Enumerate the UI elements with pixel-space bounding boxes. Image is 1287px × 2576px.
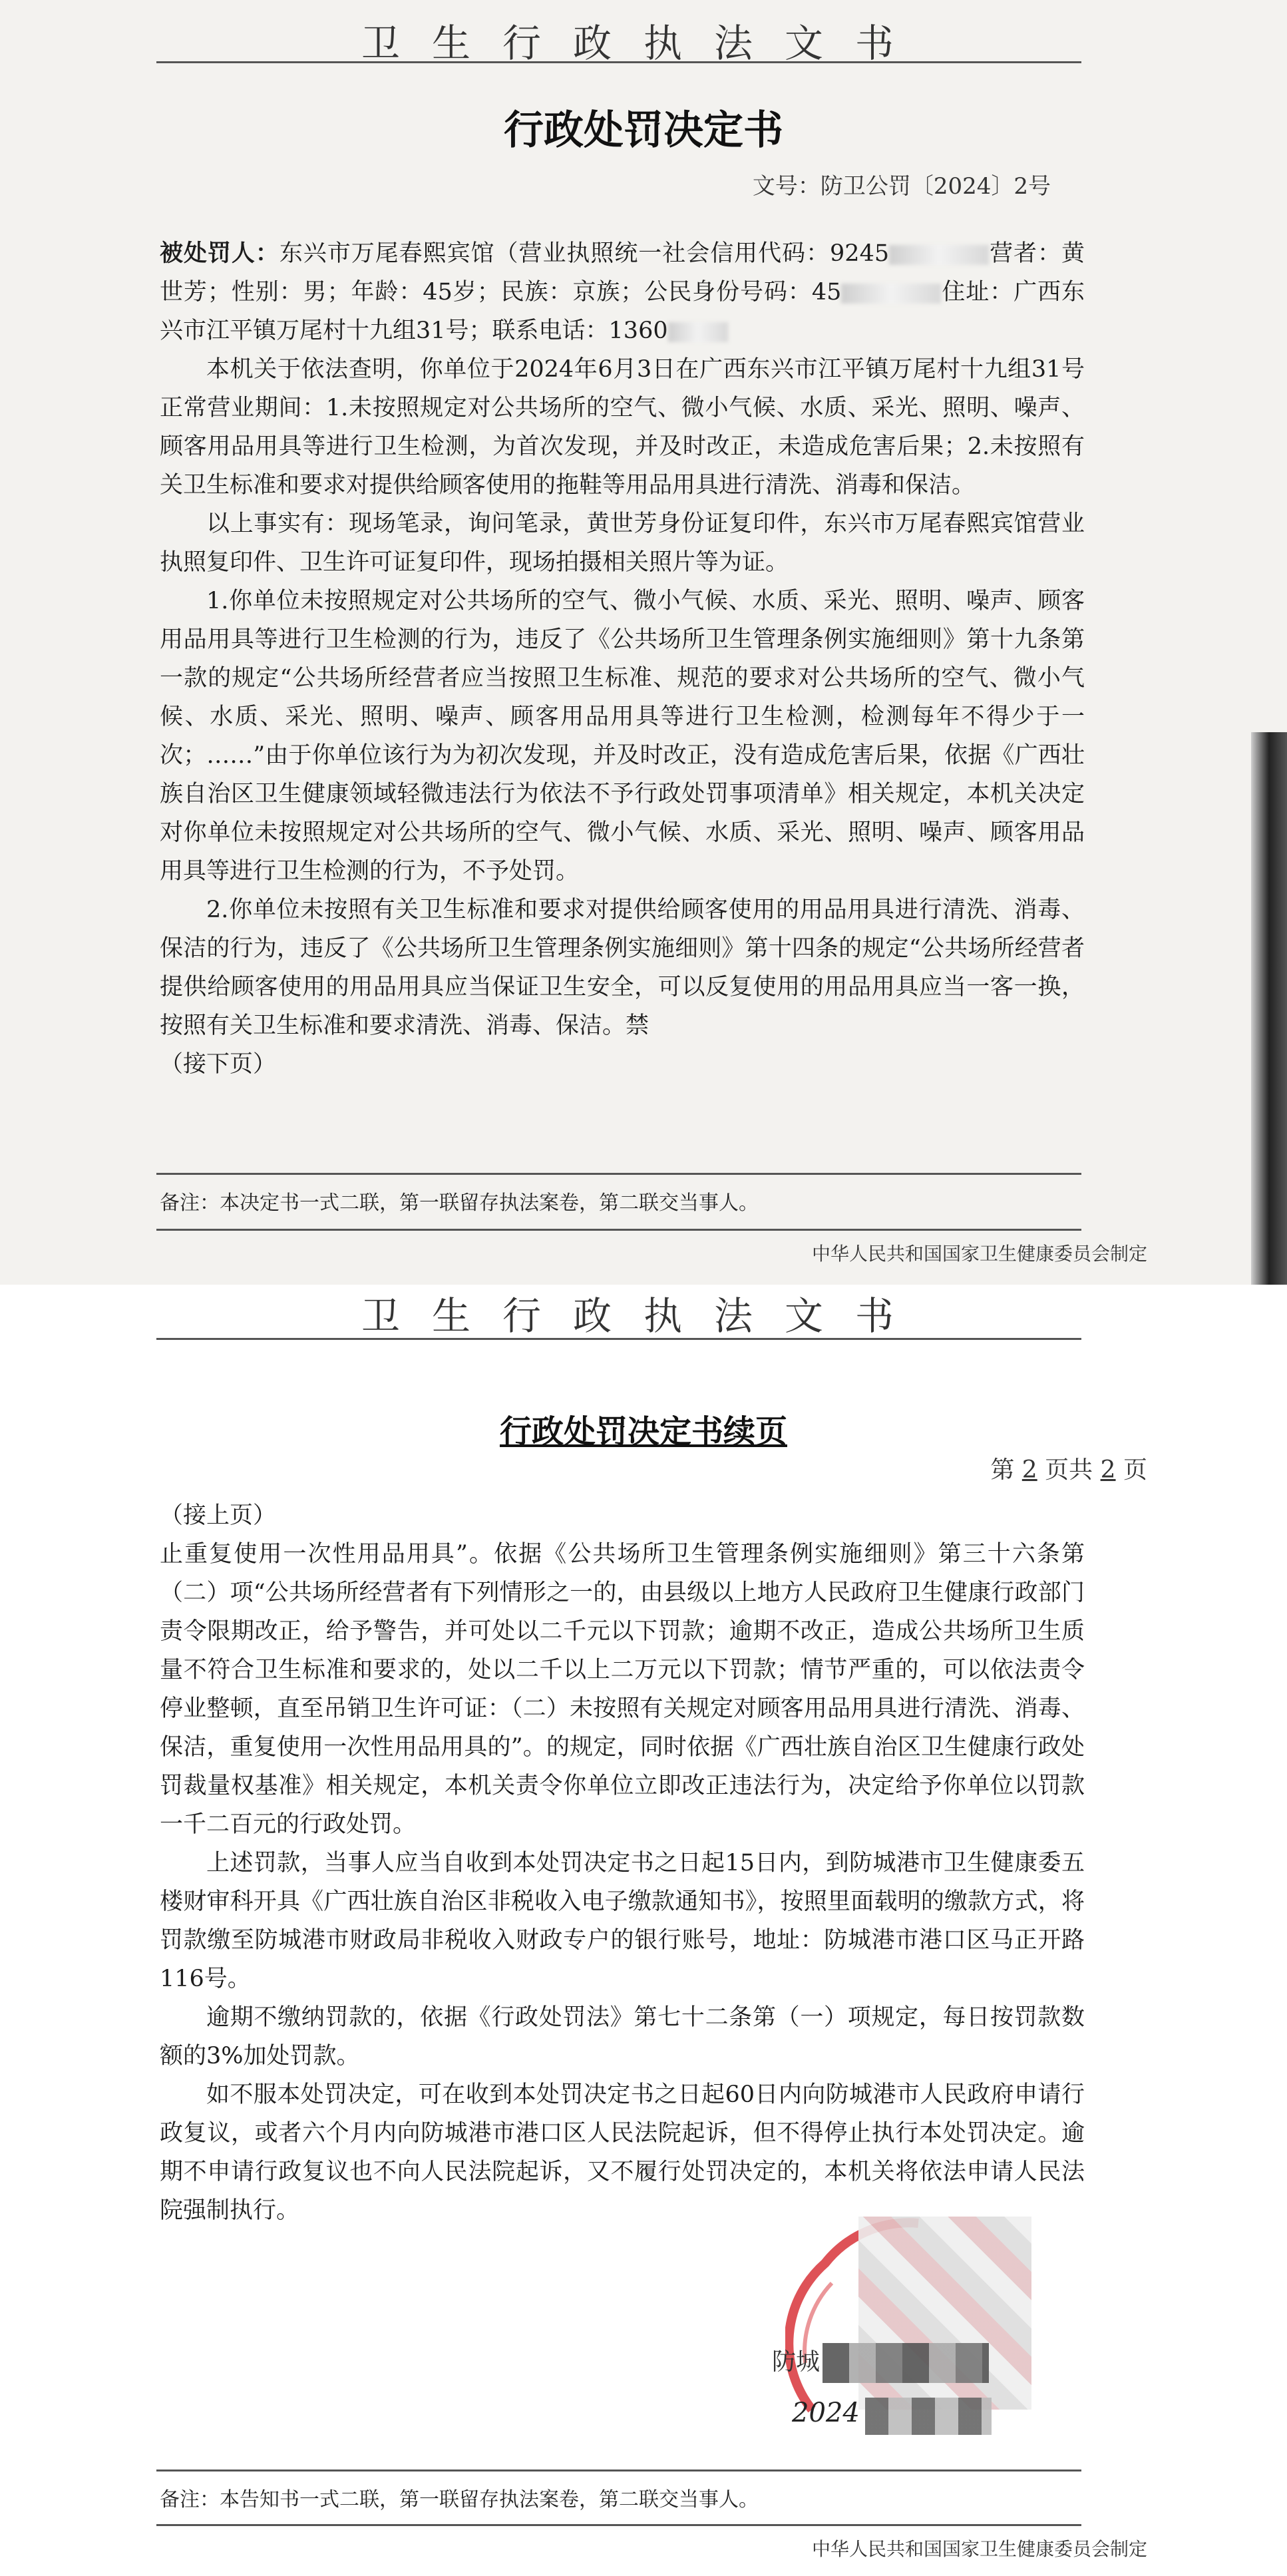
scan-edge <box>1251 732 1287 1285</box>
continued-from: （接上页） <box>160 1502 277 1529</box>
redaction-pixelation <box>865 2398 992 2435</box>
legal-basis-paragraph: 止重复使用一次性用品用具”。依据《公共场所卫生管理条例实施细则》第三十六条第（二）项“公共场所经营者有下列情形之一的，由县级以上地方人民政府卫生健康行政部门责令限期改正，给予警告，并可处以二千元以下罚款；逾期不改正，造成公共场所卫生质量不符合卫生标准和要求的，处以二千以上二万元以下罚款；情节严重的，可以依法责令停业整顿，直至吊销卫生许可证：（二）未按照有关规定对顾客用品用具进行清洗、消毒、保洁，重复使用一次性用品用具的”。的规定，同时依据《广西壮族自治区卫生健康行政处罚裁量权基准》相关规定，本机关责令你单位立即改正违法行为，决定给予你单位以罚款一千二百元的行政处罚。 <box>160 1541 1085 1838</box>
party-label: 被处罚人： <box>160 240 279 267</box>
note-rule <box>156 2524 1081 2526</box>
redaction-mask <box>668 322 728 342</box>
page-current: 2 <box>1021 1456 1037 1484</box>
document-page-2 <box>0 1285 1287 2576</box>
page-indicator <box>990 1451 1147 1485</box>
page-prefix: 第 <box>990 1456 1015 1484</box>
continued-marker: （接下页） <box>160 1051 277 1078</box>
document-page-1 <box>0 0 1287 1285</box>
redaction-pixelation <box>823 2343 989 2383</box>
redaction-mask <box>889 245 989 265</box>
party-text-c: 住址：广西东兴市江平镇万尾村十九组31号；联系电话：1360 <box>160 279 1085 344</box>
document-title: 行政处罚决定书 <box>504 107 783 154</box>
document-maker: 中华人民共和国国家卫生健康委员会制定 <box>811 2538 1147 2560</box>
signing-organization: 防城 <box>772 2348 821 2376</box>
party-text-a: 东兴市万尾春熙宾馆（营业执照统一社会信用代码：9245 <box>279 240 890 267</box>
header-rule <box>156 61 1081 63</box>
note-rule <box>156 2469 1081 2471</box>
document-header: 卫生行政执法文书 <box>361 1293 926 1339</box>
document-body <box>160 1496 1085 2230</box>
document-title: 行政处罚决定书续页 <box>499 1413 787 1450</box>
late-fee-paragraph: 逾期不缴纳罚款的，依据《行政处罚法》第七十二条第（一）项规定，每日按罚款数额的3%加处罚款。 <box>160 2004 1085 2069</box>
document-header: 卫生行政执法文书 <box>361 21 926 66</box>
document-note: 备注：本决定书一式二联，第一联留存执法案卷，第二联交当事人。 <box>160 1191 759 1215</box>
note-rule <box>156 1229 1081 1231</box>
party-text-b: 营者：黄世芳；性别：男；年龄：45岁；民族：京族；公民身份号码：45 <box>160 240 1085 306</box>
header-rule <box>156 1338 1081 1340</box>
appeal-paragraph: 如不服本处罚决定，可在收到本处罚决定书之日起60日内向防城港市人民政府申请行政复议，或者六个月内向防城港市港口区人民法院起诉，但不得停止执行本处罚决定。逾期不申请行政复议也不向人民法院起诉，又不履行处罚决定的，本机关将依法申请人民法院强制执行。 <box>160 2081 1085 2224</box>
redaction-mask <box>841 284 941 304</box>
party-paragraph <box>160 234 1085 350</box>
page-suffix: 页 <box>1123 1456 1147 1484</box>
page-mid: 页共 <box>1045 1456 1093 1484</box>
document-body <box>160 234 1085 1084</box>
document-note: 备注：本告知书一式二联，第一联留存执法案卷，第二联交当事人。 <box>160 2488 759 2511</box>
note-rule <box>156 1173 1081 1175</box>
violation-2-paragraph: 2.你单位未按照有关卫生标准和要求对提供给顾客使用的用品用具进行清洗、消毒、保洁的行为，违反了《公共场所卫生管理条例实施细则》第十四条的规定“公共场所经营者提供给顾客使用的用品用具应当保证卫生安全，可以反复使用的用品用具应当一客一换，按照有关卫生标准和要求清洗、消毒、保洁。禁 <box>160 897 1085 1039</box>
page-total: 2 <box>1100 1456 1116 1484</box>
signing-date: 2024 <box>792 2398 860 2428</box>
facts-paragraph: 本机关于依法查明，你单位于2024年6月3日在广西东兴市江平镇万尾村十九组31号正常营业期间：1.未按照规定对公共场所的空气、微小气候、水质、采光、照明、噪声、顾客用品用具等进行卫生检测，为首次发现，并及时改正，未造成危害后果；2.未按照有关卫生标准和要求对提供给顾客使用的拖鞋等用品用具进行清洗、消毒和保洁。 <box>160 356 1085 499</box>
payment-paragraph: 上述罚款，当事人应当自收到本处罚决定书之日起15日内，到防城港市卫生健康委五楼财审科开具《广西壮族自治区非税收入电子缴款通知书》，按照里面载明的缴款方式，将罚款缴至防城港市财政局非税收入财政专户的银行账号，地址：防城港市港口区马正开路116号。 <box>160 1850 1085 1992</box>
violation-1-paragraph: 1.你单位未按照规定对公共场所的空气、微小气候、水质、采光、照明、噪声、顾客用品用具等进行卫生检测的行为，违反了《公共场所卫生管理条例实施细则》第十九条第一款的规定“公共场所经营者应当按照卫生标准、规范的要求对公共场所的空气、微小气候、水质、采光、照明、噪声、顾客用品用具等进行卫生检测，检测每年不得少于一次；……”由于你单位该行为为初次发现，并及时改正，没有造成危害后果，依据《广西壮族自治区卫生健康领域轻微违法行为依法不予行政处罚事项清单》相关规定，本机关决定对你单位未按照规定对公共场所的空气、微小气候、水质、采光、照明、噪声、顾客用品用具等进行卫生检测的行为，不予处罚。 <box>160 588 1085 885</box>
document-number: 文号：防卫公罚〔2024〕2号 <box>752 173 1051 200</box>
evidence-paragraph: 以上事实有：现场笔录，询问笔录，黄世芳身份证复印件，东兴市万尾春熙宾馆营业执照复印件、卫生许可证复印件，现场拍摄相关照片等为证。 <box>160 511 1085 576</box>
document-maker: 中华人民共和国国家卫生健康委员会制定 <box>811 1243 1147 1265</box>
